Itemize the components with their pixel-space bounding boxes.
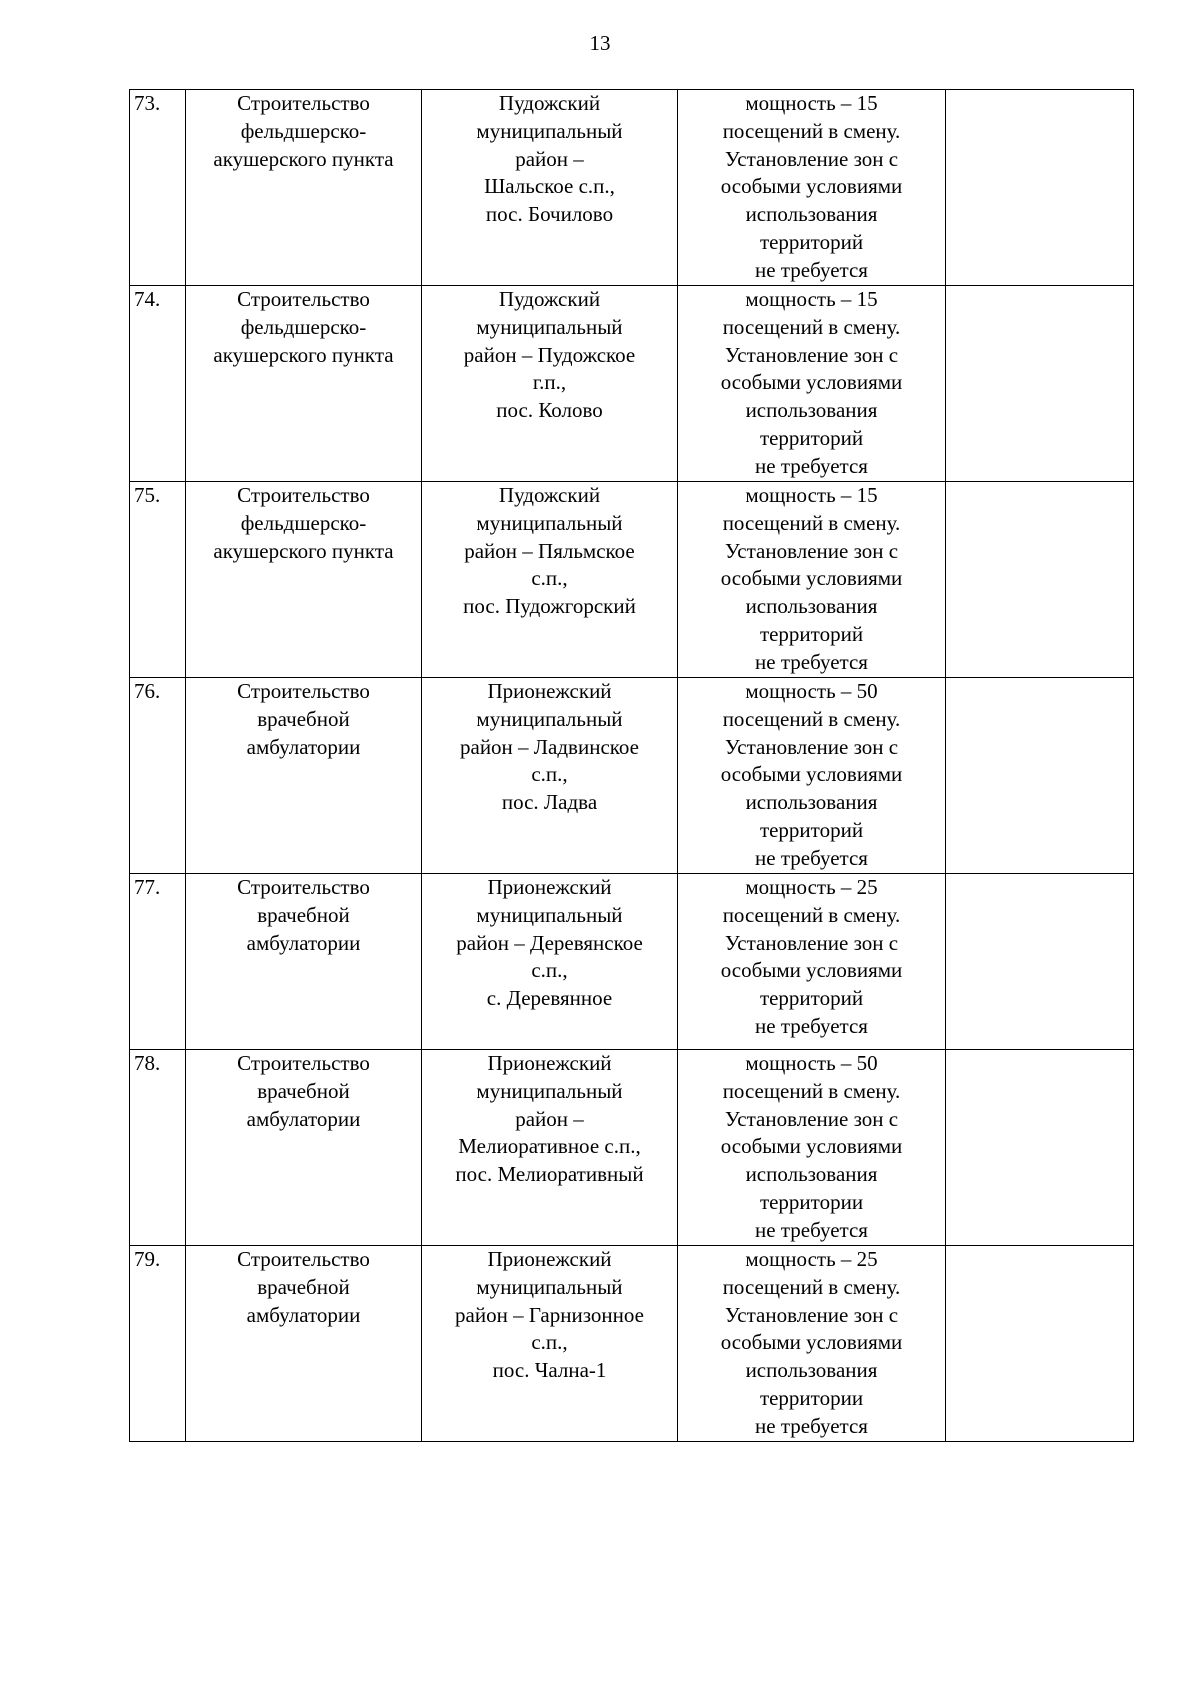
object-cell-line: врачебной <box>257 1274 350 1299</box>
params-cell-line: мощность – 25 <box>745 1247 878 1271</box>
object-cell-line: Строительство <box>237 875 370 899</box>
location-cell-line: с.п., <box>531 958 568 983</box>
object-cell-line: Строительство <box>237 91 370 115</box>
params-cell-line: территорий <box>759 229 864 254</box>
params-cell <box>678 90 946 286</box>
table-row <box>130 678 1134 874</box>
params-cell-line: не требуется <box>755 453 868 478</box>
table-row <box>130 874 1134 1050</box>
location-cell-line: муниципальный <box>476 902 623 927</box>
params-cell <box>678 1050 946 1246</box>
params-cell <box>678 678 946 874</box>
row-number: 74. <box>130 286 186 482</box>
params-cell-line: Установление зон с <box>724 930 899 955</box>
object-cell-line: акушерского пункта <box>213 538 394 563</box>
params-cell-line: территорий <box>759 817 864 842</box>
note-cell <box>946 678 1134 874</box>
params-cell-line: посещений в смену. <box>722 1274 901 1299</box>
params-cell-line: использования <box>745 790 878 815</box>
params-cell-line: Установление зон с <box>724 1302 899 1327</box>
table-row <box>130 286 1134 482</box>
location-cell-line: с.п., <box>531 762 568 787</box>
location-cell-line: район – Ладвинское <box>460 734 639 759</box>
object-cell-line: Строительство <box>237 483 370 507</box>
params-cell-line: особыми условиями <box>720 958 903 983</box>
location-cell-line: Прионежский <box>487 679 612 703</box>
object-cell-line: фельдшерско- <box>240 314 367 339</box>
params-cell-line: мощность – 25 <box>745 875 878 899</box>
location-cell-line: муниципальный <box>476 118 623 143</box>
params-cell-line: особыми условиями <box>720 1134 903 1159</box>
params-cell-line: не требуется <box>755 845 868 870</box>
location-cell-line: муниципальный <box>476 510 623 535</box>
object-cell-line: акушерского пункта <box>213 342 394 367</box>
params-cell-line: территорий <box>759 425 864 450</box>
params-cell-line: не требуется <box>755 649 868 674</box>
object-cell <box>186 874 422 1050</box>
object-cell <box>186 1246 422 1442</box>
params-cell-line: посещений в смену. <box>722 118 901 143</box>
location-cell-line: муниципальный <box>476 314 623 339</box>
location-cell-line: Прионежский <box>487 1051 612 1075</box>
table-body <box>130 90 1134 1442</box>
object-cell-line: амбулатории <box>246 734 361 759</box>
location-cell-line: район – Пудожское <box>463 342 636 367</box>
location-cell-line: район – <box>515 146 584 171</box>
params-cell-line: особыми условиями <box>720 370 903 395</box>
params-cell-line: не требуется <box>755 1413 868 1438</box>
params-cell-line: Установление зон с <box>724 1106 899 1131</box>
params-cell <box>678 874 946 1050</box>
location-cell-line: пос. Чална-1 <box>492 1358 607 1383</box>
object-cell-line: фельдшерско- <box>240 118 367 143</box>
note-cell <box>946 286 1134 482</box>
table-row <box>130 1246 1134 1442</box>
params-cell <box>678 1246 946 1442</box>
object-cell-line: врачебной <box>257 706 350 731</box>
location-cell-line: район – <box>515 1106 584 1131</box>
location-cell-line: муниципальный <box>476 1078 623 1103</box>
location-cell <box>422 1050 678 1246</box>
row-number: 75. <box>130 482 186 678</box>
location-cell-line: муниципальный <box>476 706 623 731</box>
location-cell <box>422 482 678 678</box>
params-cell-line: Установление зон с <box>724 342 899 367</box>
location-cell-line: пос. Мелиоративный <box>455 1162 644 1187</box>
params-cell-line: использования <box>745 1162 878 1187</box>
note-cell <box>946 1246 1134 1442</box>
object-cell-line: акушерского пункта <box>213 146 394 171</box>
object-cell <box>186 482 422 678</box>
params-cell-line: Установление зон с <box>724 538 899 563</box>
params-cell-line: особыми условиями <box>720 174 903 199</box>
params-cell-line: территорий <box>759 986 864 1011</box>
params-cell-line: мощность – 50 <box>745 679 878 703</box>
object-cell-line: Строительство <box>237 1247 370 1271</box>
params-cell-line: территории <box>759 1189 864 1214</box>
params-cell-line: посещений в смену. <box>722 510 901 535</box>
location-cell <box>422 874 678 1050</box>
params-cell-line: территорий <box>759 621 864 646</box>
location-cell-line: Прионежский <box>487 875 612 899</box>
location-cell <box>422 678 678 874</box>
params-cell-line: Установление зон с <box>724 146 899 171</box>
row-number: 79. <box>130 1246 186 1442</box>
object-cell <box>186 678 422 874</box>
location-cell-line: Мелиоративное с.п., <box>458 1134 641 1159</box>
object-cell <box>186 1050 422 1246</box>
params-cell-line: особыми условиями <box>720 762 903 787</box>
params-cell-line: не требуется <box>755 1217 868 1242</box>
params-cell-line: мощность – 15 <box>745 483 878 507</box>
params-cell-line: посещений в смену. <box>722 1078 901 1103</box>
location-cell <box>422 286 678 482</box>
object-cell-line: амбулатории <box>246 930 361 955</box>
params-cell-line: особыми условиями <box>720 1330 903 1355</box>
params-cell-line: посещений в смену. <box>722 902 901 927</box>
page-number: 13 <box>589 31 611 55</box>
location-cell-line: пос. Ладва <box>501 790 598 815</box>
params-cell-line: посещений в смену. <box>722 314 901 339</box>
location-cell-line: с. Деревянное <box>486 986 613 1011</box>
row-number: 78. <box>130 1050 186 1246</box>
note-cell <box>946 90 1134 286</box>
params-cell-line: не требуется <box>755 1013 868 1038</box>
object-cell <box>186 286 422 482</box>
table-row <box>130 482 1134 678</box>
params-cell-line: использования <box>745 202 878 227</box>
location-cell <box>422 90 678 286</box>
note-cell <box>946 874 1134 1050</box>
params-cell-line: мощность – 50 <box>745 1051 878 1075</box>
object-cell-line: Строительство <box>237 1051 370 1075</box>
row-number: 76. <box>130 678 186 874</box>
location-cell-line: Пудожский <box>498 91 601 115</box>
object-cell <box>186 90 422 286</box>
params-cell <box>678 482 946 678</box>
location-cell-line: муниципальный <box>476 1274 623 1299</box>
location-cell-line: Шальское с.п., <box>484 174 615 199</box>
object-cell-line: Строительство <box>237 679 370 703</box>
location-cell <box>422 1246 678 1442</box>
note-cell <box>946 1050 1134 1246</box>
params-cell <box>678 286 946 482</box>
location-cell-line: район – Деревянское <box>456 930 643 955</box>
location-cell-line: район – Пяльмское <box>464 538 635 563</box>
table-row <box>130 1050 1134 1246</box>
object-cell-line: Строительство <box>237 287 370 311</box>
params-cell-line: использования <box>745 398 878 423</box>
location-cell-line: с.п., <box>531 1330 568 1355</box>
object-cell-line: фельдшерско- <box>240 510 367 535</box>
location-cell-line: Прионежский <box>487 1247 612 1271</box>
facilities-table <box>129 89 1134 1442</box>
params-cell-line: особыми условиями <box>720 566 903 591</box>
params-cell-line: Установление зон с <box>724 734 899 759</box>
location-cell-line: с.п., <box>531 566 568 591</box>
note-cell <box>946 482 1134 678</box>
location-cell-line: пос. Колово <box>496 398 603 423</box>
params-cell-line: посещений в смену. <box>722 706 901 731</box>
object-cell-line: врачебной <box>257 1078 350 1103</box>
location-cell-line: пос. Бочилово <box>485 202 614 227</box>
location-cell-line: г.п., <box>532 370 567 395</box>
params-cell-line: не требуется <box>755 257 868 282</box>
table-row <box>130 90 1134 286</box>
row-number: 73. <box>130 90 186 286</box>
params-cell-line: мощность – 15 <box>745 287 878 311</box>
params-cell-line: использования <box>745 594 878 619</box>
row-number: 77. <box>130 874 186 1050</box>
location-cell-line: район – Гарнизонное <box>455 1302 644 1327</box>
location-cell-line: пос. Пудожгорский <box>463 594 636 619</box>
object-cell-line: врачебной <box>257 902 350 927</box>
params-cell-line: использования <box>745 1358 878 1383</box>
object-cell-line: амбулатории <box>246 1106 361 1131</box>
object-cell-line: амбулатории <box>246 1302 361 1327</box>
location-cell-line: Пудожский <box>498 287 601 311</box>
params-cell-line: территории <box>759 1385 864 1410</box>
location-cell-line: Пудожский <box>498 483 601 507</box>
params-cell-line: мощность – 15 <box>745 91 878 115</box>
